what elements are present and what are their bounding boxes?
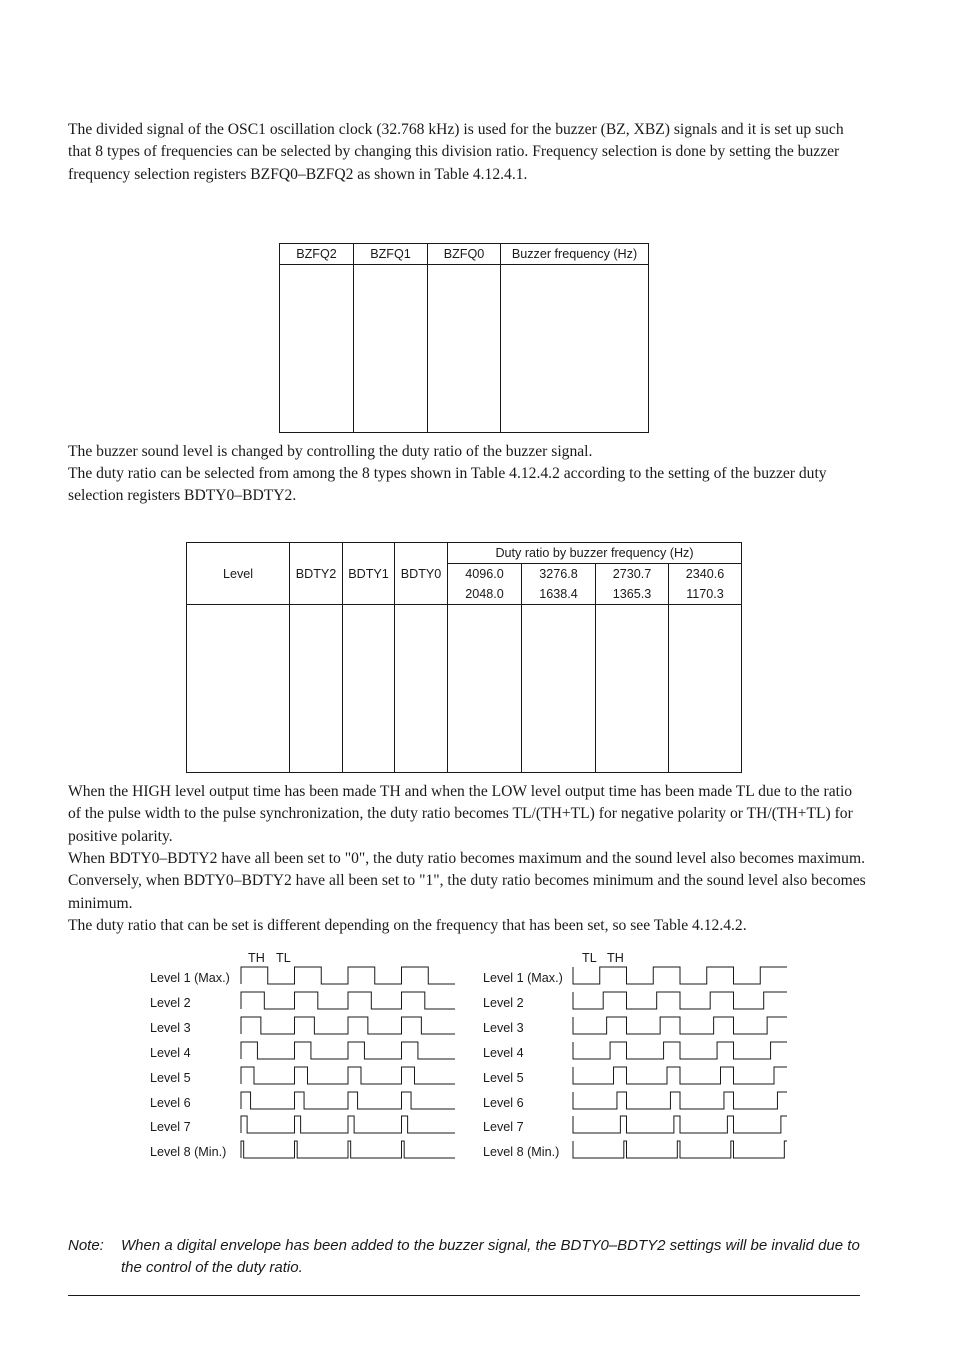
- freq-cell: 4096.0: [448, 564, 522, 585]
- header-bdty0: BDTY0: [395, 543, 448, 605]
- left-waveform-level-1: [241, 967, 455, 984]
- right-level-label: Level 8 (Min.): [483, 1145, 560, 1159]
- left-waveform-level-8: [241, 1141, 455, 1158]
- left-th-marker: TH: [248, 951, 265, 965]
- left-waveform-level-4: [241, 1042, 455, 1059]
- header-bdty2: BDTY2: [290, 543, 343, 605]
- right-waveform-level-6: [573, 1092, 787, 1109]
- left-waveform-level-5: [241, 1067, 455, 1084]
- right-level-label: Level 5: [483, 1071, 524, 1085]
- paragraph-duty-selection: The duty ratio can be selected from among the 8 types shown in Table 4.12.4.2 according to the setting of the buzzer duty selection registers BDTY0–BDTY2.: [68, 465, 827, 505]
- paragraph-th-tl: When the HIGH level output time has been made TH and when the LOW level output time has been made TL due to the ratio of the pulse width to the pulse synchronization, the duty ratio becomes TL/(TH+TL) for negative polarity or TH/(TH+TL) for positive polarity.: [68, 783, 853, 845]
- header-level: Level: [187, 543, 290, 605]
- left-waveform-level-7: [241, 1116, 455, 1133]
- freq-cell: 1170.3: [669, 584, 742, 605]
- right-waveform-level-8: [573, 1141, 787, 1158]
- left-level-label: Level 2: [150, 996, 191, 1010]
- paragraph-frequency-selection: The divided signal of the OSC1 oscillation clock (32.768 kHz) is used for the buzzer (BZ, XBZ) signals and it is set up such that 8 types of frequencies can be selected by changing this division ratio. Frequency selection is done by setting the buzzer frequency selection registers BZFQ0–BZFQ2 as shown in Table 4.12.4.1.: [68, 121, 844, 183]
- paragraph-bdty-max-min: When BDTY0–BDTY2 have all been set to "0", the duty ratio becomes maximum and the sound level also becomes maximum. Conversely, when BDTY0–BDTY2 have all been set to "1", the duty ratio becomes minimum and the sound level also becomes minimum.: [68, 850, 866, 912]
- right-waveform-level-5: [573, 1067, 787, 1084]
- freq-cell: 1365.3: [596, 584, 669, 605]
- freq-cell: 1638.4: [522, 584, 596, 605]
- left-level-label: Level 5: [150, 1071, 191, 1085]
- left-tl-marker: TL: [276, 951, 291, 965]
- right-waveform-level-3: [573, 1017, 787, 1034]
- left-level-label: Level 8 (Min.): [150, 1145, 227, 1159]
- header-bzfq0: BZFQ0: [428, 244, 501, 265]
- right-level-label: Level 2: [483, 996, 524, 1010]
- header-bzfq2: BZFQ2: [280, 244, 354, 265]
- right-level-label: Level 1 (Max.): [483, 971, 563, 985]
- left-waveform-level-2: [241, 992, 455, 1009]
- right-level-label: Level 7: [483, 1120, 524, 1134]
- left-level-label: Level 1 (Max.): [150, 971, 230, 985]
- note-text: When a digital envelope has been added to the buzzer signal, the BDTY0–BDTY2 settings will be invalid due to the control of the duty ratio.: [121, 1237, 860, 1276]
- right-level-label: Level 3: [483, 1021, 524, 1035]
- paragraph-duty-depends: The duty ratio that can be set is different depending on the frequency that has been set, so see Table 4.12.4.2.: [68, 917, 747, 934]
- paragraph-sound-level: The buzzer sound level is changed by controlling the duty ratio of the buzzer signal.: [68, 443, 593, 460]
- left-waveform-level-6: [241, 1092, 455, 1109]
- freq-cell: 3276.8: [522, 564, 596, 585]
- freq-cell: 2048.0: [448, 584, 522, 605]
- left-level-label: Level 7: [150, 1120, 191, 1134]
- freq-cell: 2730.7: [596, 564, 669, 585]
- left-level-label: Level 3: [150, 1021, 191, 1035]
- right-waveform-level-2: [573, 992, 787, 1009]
- note-label: Note:: [68, 1237, 104, 1254]
- header-duty-ratio-group: Duty ratio by buzzer frequency (Hz): [448, 543, 742, 564]
- left-level-label: Level 4: [150, 1046, 191, 1060]
- header-buzzer-frequency: Buzzer frequency (Hz): [501, 244, 649, 265]
- right-waveform-level-7: [573, 1116, 787, 1133]
- right-waveform-level-4: [573, 1042, 787, 1059]
- footer-rule: [68, 1295, 860, 1296]
- right-th-marker: TH: [607, 951, 624, 965]
- left-level-label: Level 6: [150, 1096, 191, 1110]
- right-waveform-level-1: [573, 967, 787, 984]
- header-bzfq1: BZFQ1: [354, 244, 428, 265]
- right-tl-marker: TL: [582, 951, 597, 965]
- header-bdty1: BDTY1: [343, 543, 395, 605]
- right-level-label: Level 6: [483, 1096, 524, 1110]
- right-level-label: Level 4: [483, 1046, 524, 1060]
- left-waveform-level-3: [241, 1017, 455, 1034]
- freq-cell: 2340.6: [669, 564, 742, 585]
